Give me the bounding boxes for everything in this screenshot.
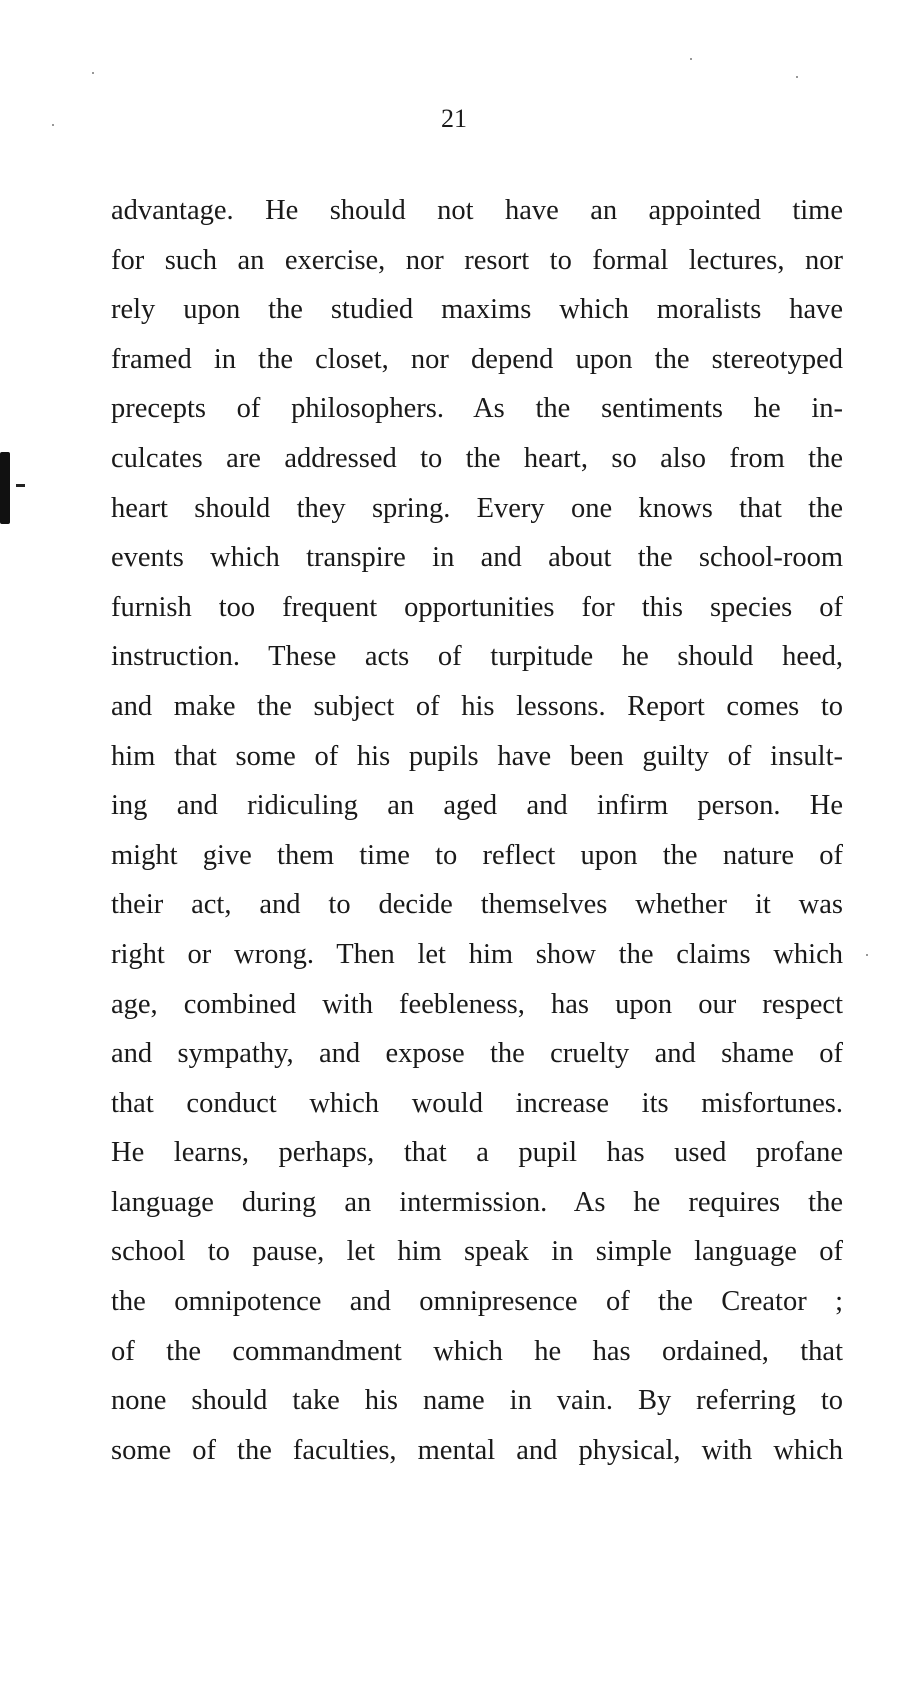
text-line: for such an exercise, nor resort to formal lectures, nor — [111, 244, 843, 276]
page-number: 21 — [441, 104, 467, 133]
text-line: language during an intermission. As he requires the — [111, 1186, 843, 1218]
text-line: right or wrong. Then let him show the claims which — [111, 938, 843, 970]
text-line: culcates are addressed to the heart, so also from the — [111, 442, 843, 474]
text-line: none should take his name in vain. By referring to — [111, 1385, 843, 1417]
text-line: instruction. These acts of turpitude he should heed, — [111, 641, 843, 673]
text-line: age, combined with feebleness, has upon our respect — [111, 988, 843, 1020]
text-line: that conduct which would increase its misfortunes. — [111, 1087, 843, 1119]
text-line: events which transpire in and about the school-room — [111, 542, 843, 574]
speck — [92, 72, 94, 74]
text-line: precepts of philosophers. As the sentiments he in- — [111, 393, 843, 425]
text-line: advantage. He should not have an appointed time — [111, 195, 843, 226]
text-line: school to pause, let him speak in simple language of — [111, 1236, 843, 1268]
text-line: of the commandment which he has ordained, that — [111, 1335, 843, 1367]
text-line: furnish too frequent opportunities for this species of — [111, 591, 843, 623]
speck — [866, 954, 868, 956]
speck — [690, 58, 692, 60]
text-line: rely upon the studied maxims which moralists have — [111, 294, 843, 326]
text-line: He learns, perhaps, that a pupil has used profane — [111, 1137, 843, 1169]
text-line: ing and ridiculing an aged and infirm person. He — [111, 790, 843, 822]
binding-dash — [16, 484, 25, 487]
text-line: heart should they spring. Every one knows that the — [111, 492, 843, 524]
speck — [796, 76, 798, 78]
text-line: some of the faculties, mental and physical, with which — [111, 1434, 843, 1466]
text-line: the omnipotence and omnipresence of the Creator ; — [111, 1286, 843, 1318]
text-line: their act, and to decide themselves whether it was — [111, 889, 843, 921]
text-line: and sympathy, and expose the cruelty and shame of — [111, 1038, 843, 1070]
binding-mark — [0, 452, 10, 524]
text-line: and make the subject of his lessons. Report comes to — [111, 690, 843, 722]
body-text — [111, 186, 843, 1475]
speck — [52, 124, 54, 126]
text-line: framed in the closet, nor depend upon the stereotyped — [111, 343, 843, 375]
text-line: him that some of his pupils have been guilty of insult- — [111, 740, 843, 772]
text-line: might give them time to reflect upon the nature of — [111, 839, 843, 871]
